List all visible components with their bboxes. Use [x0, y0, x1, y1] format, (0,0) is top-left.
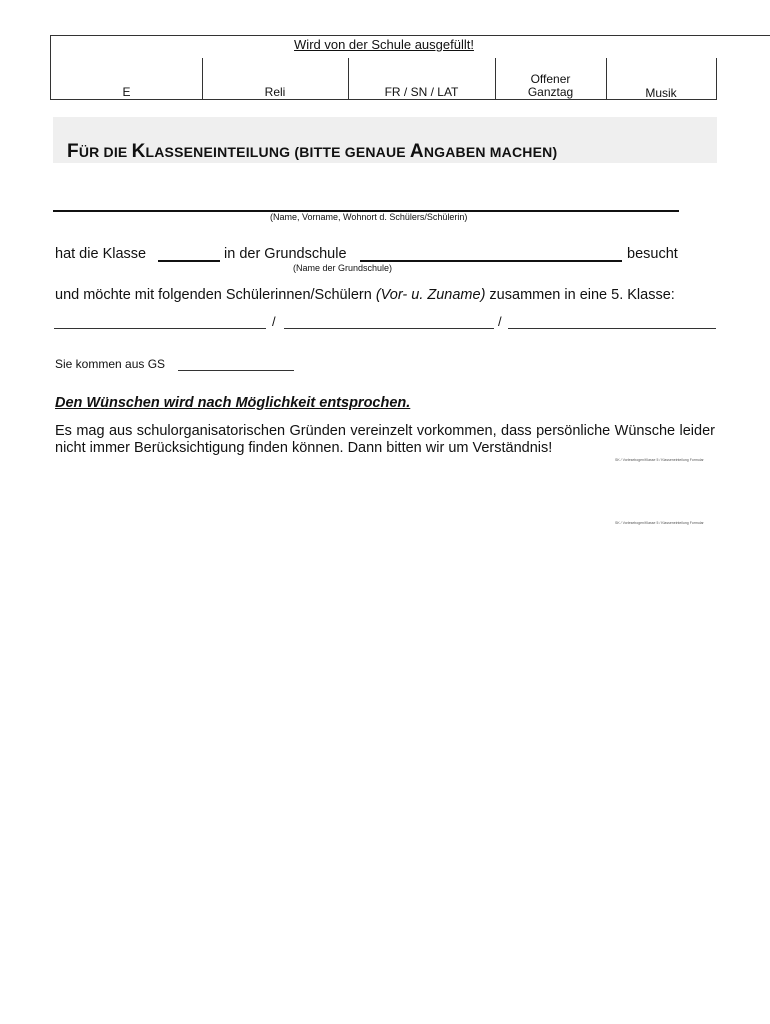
grundschule-label: in der Grundschule — [224, 246, 347, 262]
wish-separator-2: / — [498, 314, 502, 329]
klasse-field-line[interactable] — [158, 260, 220, 262]
gs-label: Sie kommen aus GS — [55, 357, 166, 371]
column-ganztag-line2: Ganztag — [527, 85, 574, 99]
footer-note: SK / Vorlesebogen/Klasse 5 / Klasseneinteilung Formular — [615, 521, 704, 525]
notice-title: Den Wünschen wird nach Möglichkeit entsprochen. — [55, 395, 411, 411]
school-box-title: Wird von der Schule ausgefüllt! — [294, 37, 474, 52]
page-title: FÜR DIE KLASSENEINTEILUNG (BITTE GENAUE ANGABEN MACHEN) — [67, 141, 558, 162]
column-separator — [716, 58, 717, 100]
wish-separator-1: / — [272, 314, 276, 329]
column-ganztag-line1: Offener — [530, 72, 571, 86]
wish-name-field-2[interactable] — [284, 328, 494, 329]
column-musik: Musik — [645, 86, 677, 100]
school-use-box — [50, 35, 770, 100]
footer-note: SK / Vorlesebogen/Klasse 5 / Klasseneinteilung Formular — [615, 458, 704, 462]
wish-name-field-3[interactable] — [508, 328, 716, 329]
column-languages: FR / SN / LAT — [384, 85, 459, 99]
grundschule-field-line[interactable] — [360, 260, 622, 262]
wish-name-field-1[interactable] — [54, 328, 266, 329]
klasse-prefix: hat die Klasse — [55, 246, 147, 262]
gs-field-line[interactable] — [178, 370, 294, 371]
column-ganztag — [495, 73, 606, 99]
notice-text: Es mag aus schulorganisatorischen Gründen vereinzelt vorkommen, dass persönliche Wünsche leider nicht immer Berücksichtigung finden können. Dann bitten wir um Verständnis! — [55, 423, 715, 456]
column-e: E — [122, 85, 131, 99]
wish-sentence: und möchte mit folgenden Schülerinnen/Schülern (Vor- u. Zuname) zusammen in eine 5. Klasse: — [55, 287, 675, 303]
grundschule-hint: (Name der Grundschule) — [293, 263, 393, 273]
besucht-label: besucht — [627, 246, 678, 262]
column-reli: Reli — [264, 85, 286, 99]
name-field-hint: (Name, Vorname, Wohnort d. Schülers/Schülerin) — [270, 212, 468, 222]
heading-band — [53, 117, 717, 163]
